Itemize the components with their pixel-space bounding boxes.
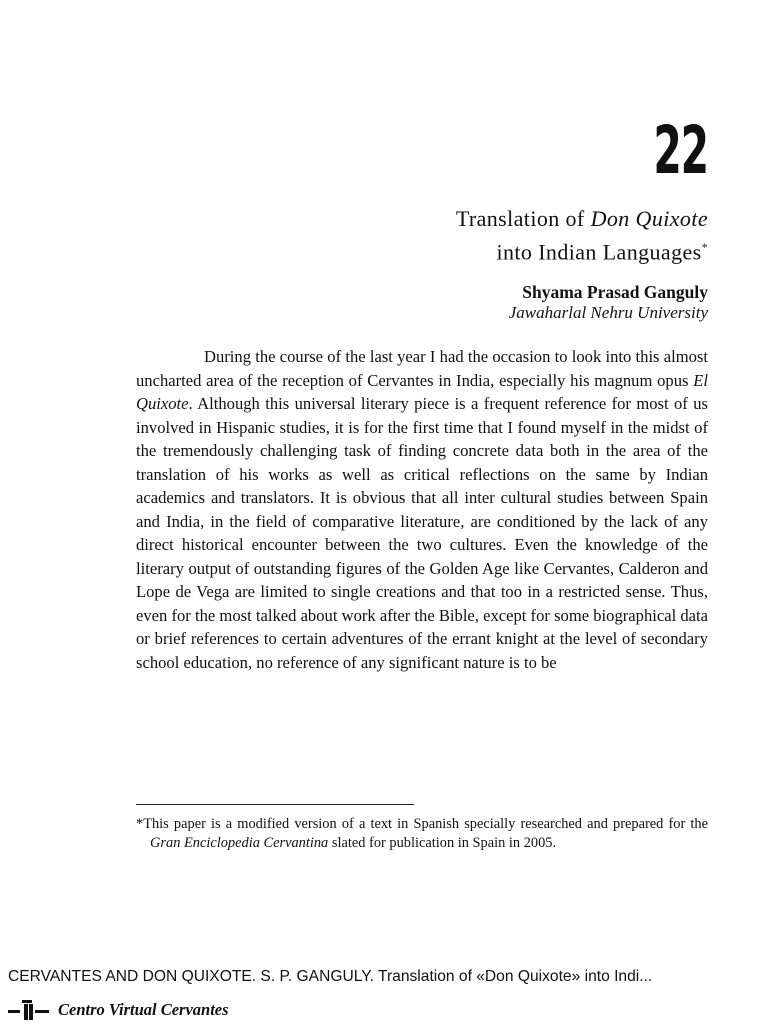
- title-line-2-text: into Indian Languages: [496, 239, 702, 265]
- body-italic-title: El Quixote: [136, 370, 708, 413]
- title-line-1: [456, 205, 708, 233]
- footnote: [136, 815, 708, 852]
- cvc-logo-text: Centro Virtual Cervantes: [58, 1000, 229, 1019]
- title-italic: Don Quixote: [590, 206, 708, 231]
- title-line-2: [456, 233, 708, 266]
- footnote-part-2: slated for publication in Spain in 2005.: [328, 834, 557, 851]
- cvc-logo[interactable]: [8, 997, 229, 1023]
- chapter-number: 22: [653, 112, 708, 189]
- article-title: [456, 205, 708, 266]
- body-text-part-1: During the course of the last year I had the occasion to look into this almost uncharted area of the reception of Cervantes in India, especially his magnum opus: [136, 347, 708, 390]
- body-paragraph: [136, 345, 708, 674]
- title-prefix: Translation of: [455, 206, 591, 231]
- author-name: Shyama Prasad Ganguly: [522, 282, 708, 302]
- source-citation-link[interactable]: CERVANTES AND DON QUIXOTE. S. P. GANGULY. Translation of «Don Quixote» into Indi...: [8, 968, 653, 985]
- body-text-part-2: . Although this universal literary piece is a frequent reference for most of us involved in Hispanic studies, it is for the first time that I found myself in the midst of the tremendously challenging task of finding concrete data both in the area of the translation of his works as well as critical reflections on the same by Indian academics and translators. It is obvious that all inter cultural studies between Spain and India, in the field of comparative literature, are conditioned by the lack of any direct historical encounter between the two cultures. Even the knowledge of the literary output of outstanding figures of the Golden Age like Cervantes, Calderon and Lope de Vega are limited to single creations and that too in a restricted sense. Thus, even for the most talked about work after the Bible, except for some biographical data or brief references to certain adventures of the errant knight at the level of secondary school education, no reference of any significant nature is to be: [136, 394, 708, 672]
- footnote-divider: [136, 804, 414, 805]
- title-footnote-marker: *: [701, 240, 708, 254]
- cvc-logo-icon: [8, 998, 52, 1022]
- author-affiliation: Jawaharlal Nehru University: [508, 303, 708, 322]
- footnote-part-1: *This paper is a modified version of a text in Spanish specially researched and prepared for the: [136, 816, 708, 832]
- footnote-italic: Gran Enciclopedia Cervantina: [150, 834, 329, 851]
